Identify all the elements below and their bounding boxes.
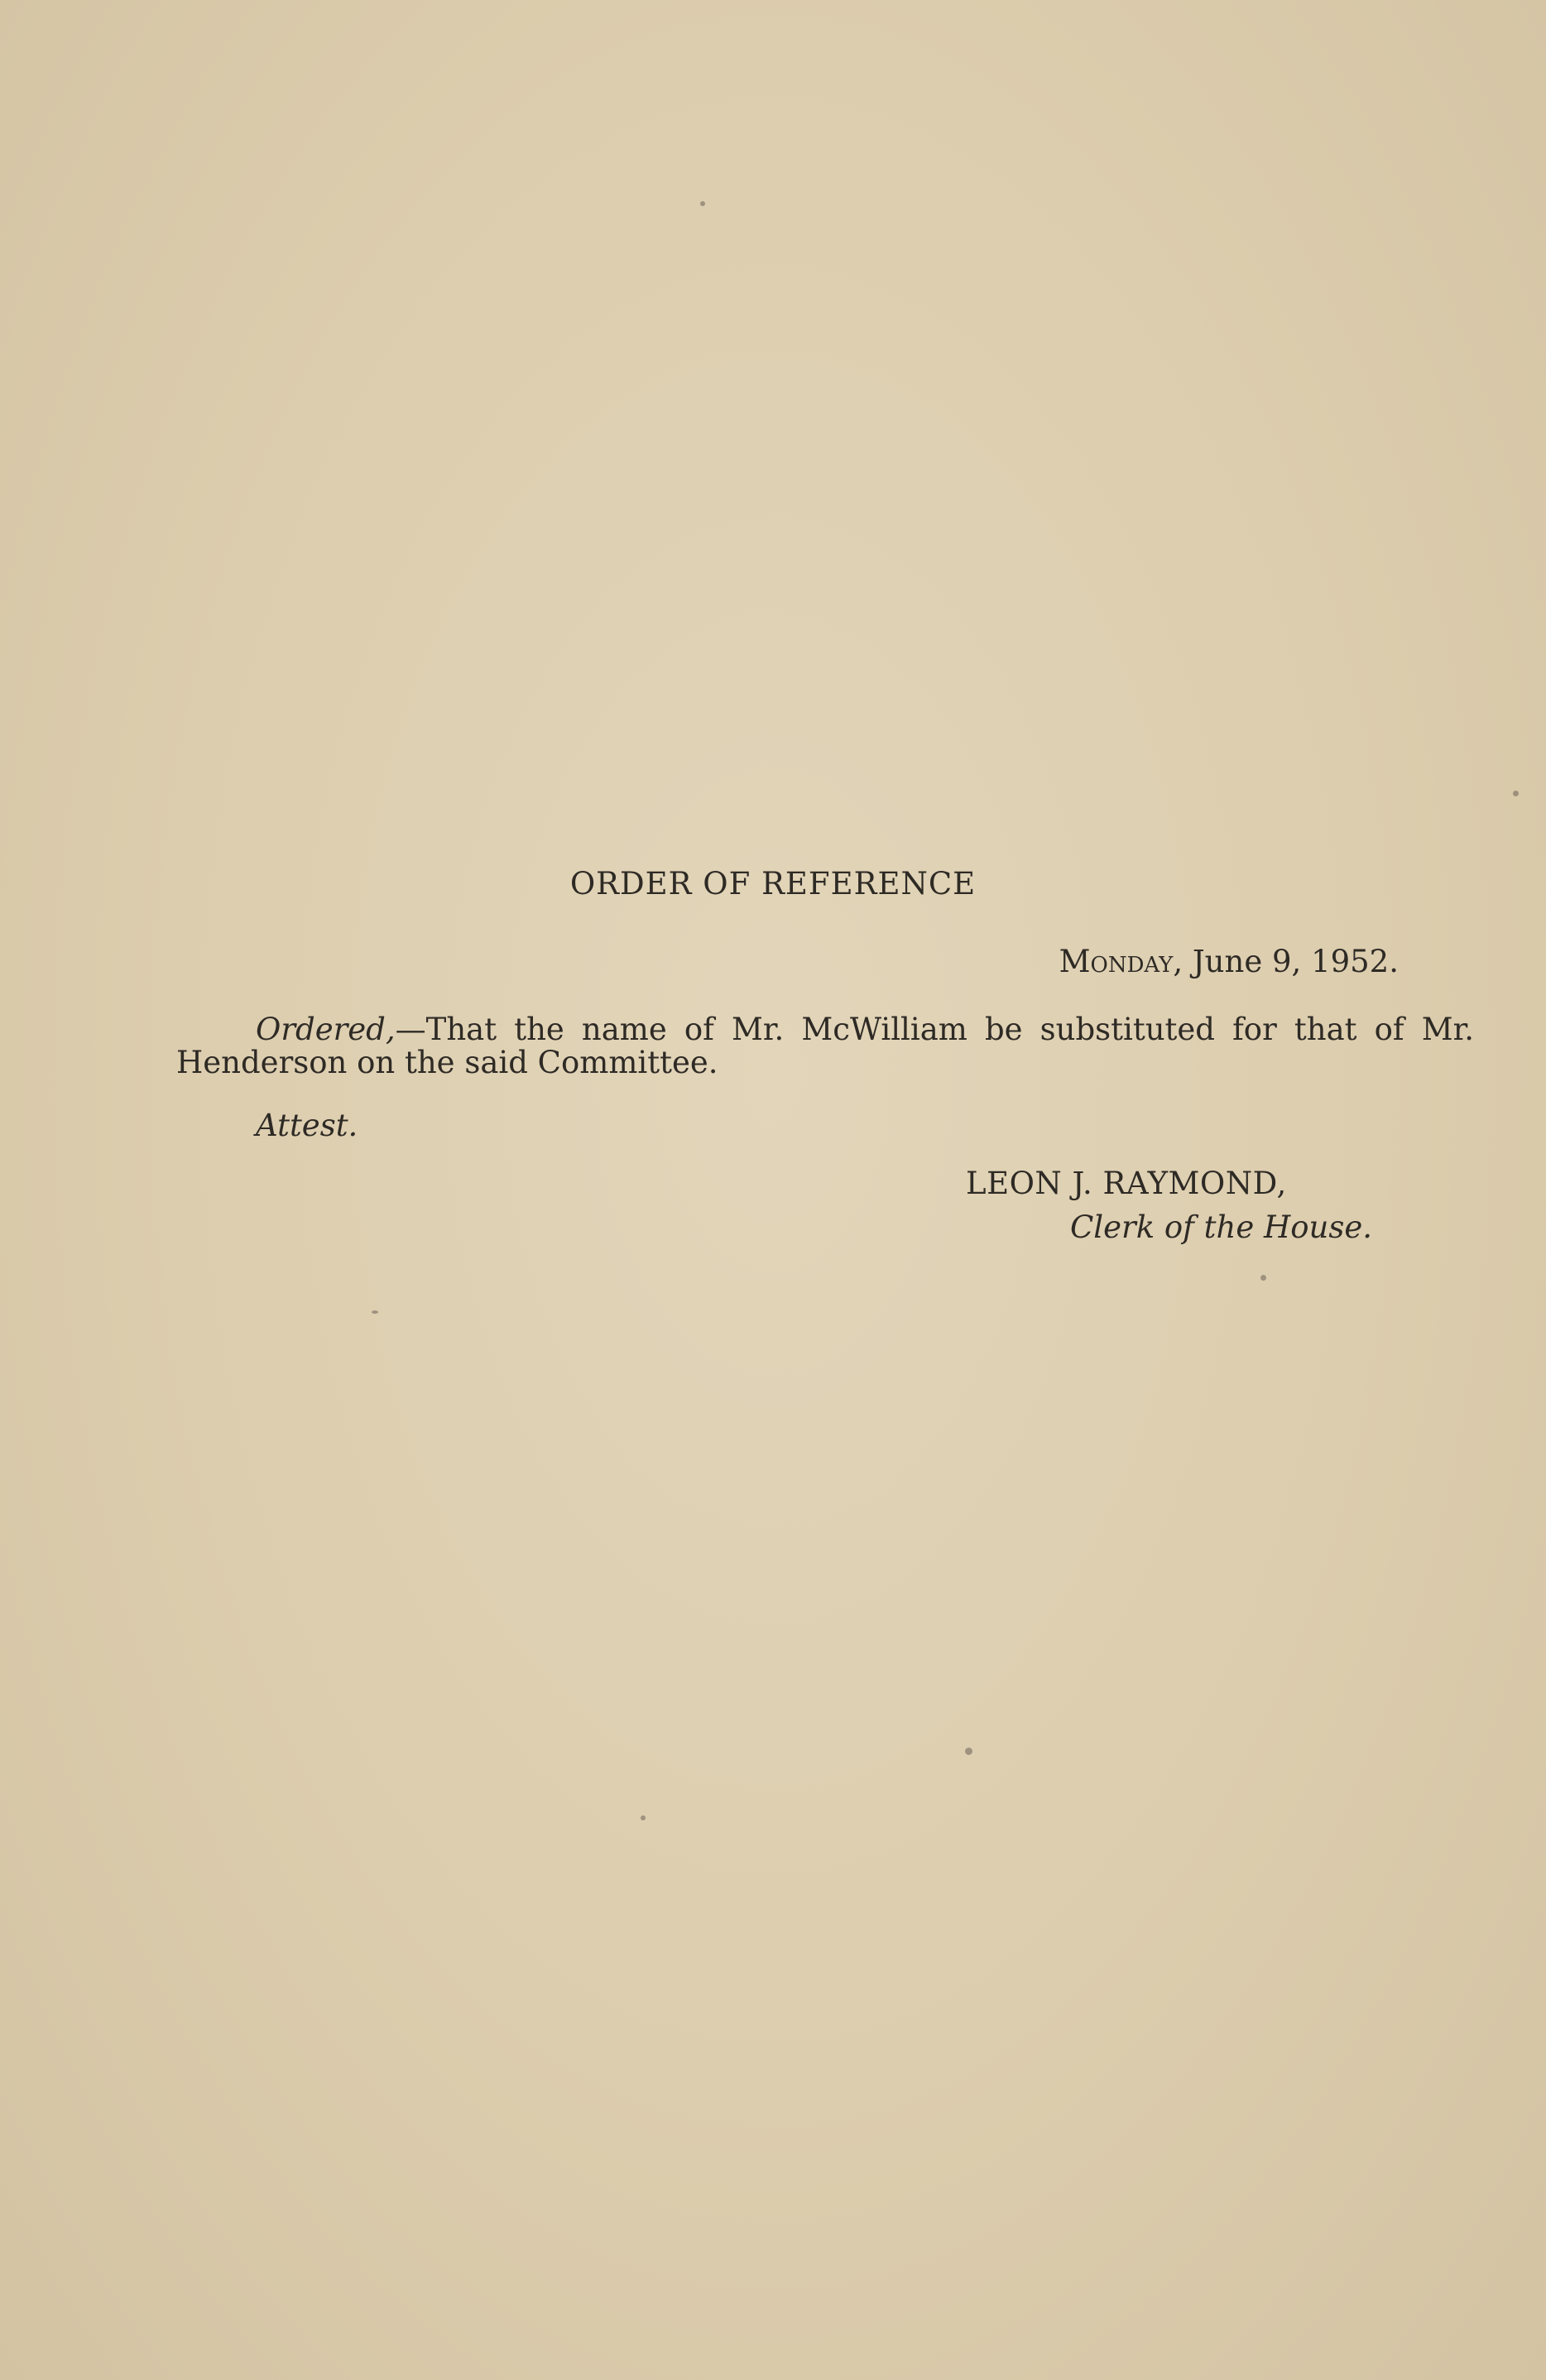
signatory-name: LEON J. RAYMOND, — [966, 1166, 1287, 1201]
order-lead: Ordered, — [256, 1012, 396, 1047]
order-date — [1059, 944, 1399, 979]
order-heading: ORDER OF REFERENCE — [569, 866, 977, 902]
paper-speck — [700, 201, 705, 206]
order-body: —That the name of Mr. McWilliam be substituted for that of Mr. Henderson on the said Committee. — [176, 1012, 1474, 1080]
paper-speck — [372, 1310, 378, 1314]
paper-speck — [1260, 1275, 1266, 1281]
date-weekday: Monday — [1059, 944, 1174, 979]
paper-speck — [965, 1748, 972, 1755]
date-rest: , June 9, 1952. — [1173, 944, 1399, 979]
paper-speck — [641, 1815, 646, 1820]
signatory-title: Clerk of the House. — [1070, 1209, 1373, 1245]
paper-speck — [1513, 791, 1519, 796]
order-paragraph — [176, 1013, 1474, 1079]
attest-label: Attest. — [256, 1108, 358, 1143]
